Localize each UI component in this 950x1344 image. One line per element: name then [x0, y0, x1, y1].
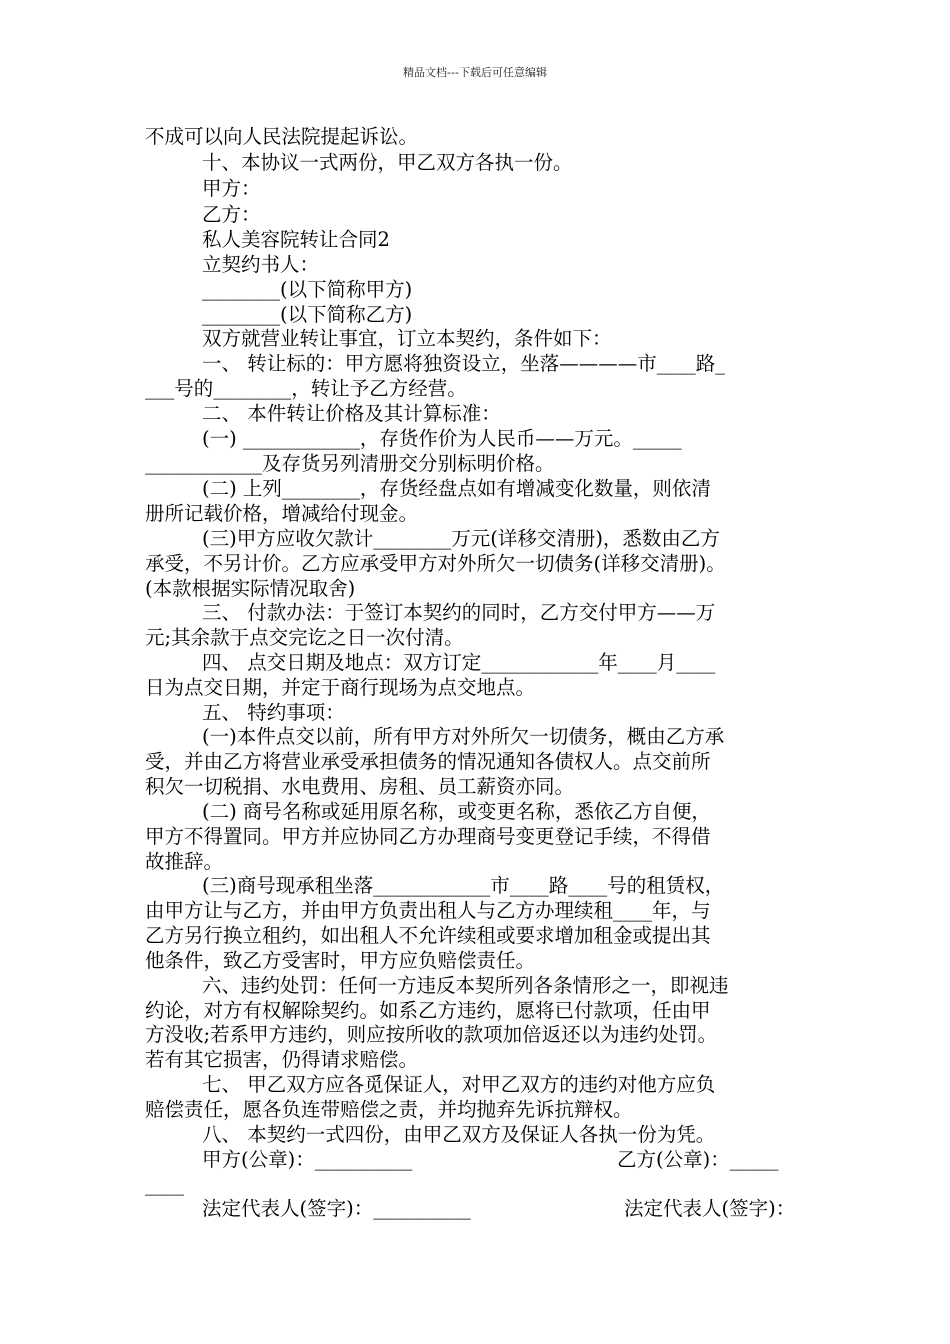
text-line: 赔偿责任，愿各负连带赔偿之责，并均抛弃先诉抗辩权。: [145, 1098, 633, 1121]
text-line: ___号的________，转让予乙方经营。: [145, 377, 467, 400]
text-line: 积欠一切税捐、水电费用、房租、员工薪资亦同。: [145, 775, 575, 798]
text-line: (三)商号现承租坐落____________市____路____号的租赁权，: [202, 874, 725, 897]
text-line: (二) 商号名称或延用原名称，或变更名称，悉依乙方自便，: [202, 800, 711, 823]
text-line: 不成可以向人民法院提起诉讼。: [145, 125, 419, 148]
text-line: 一、 转让标的：甲方愿将独资设立，坐落————市____路_: [202, 352, 725, 375]
text-line: 双方就营业转让事宜，订立本契约，条件如下：: [202, 327, 612, 350]
text-line: ____________及存货另列清册交分别标明价格。: [145, 452, 555, 475]
text-line: 六、违约处罚：任何一方违反本契所列各条情形之一，即视违: [202, 974, 729, 997]
text-line: 五、 特约事项：: [202, 701, 345, 724]
text-line: 他条件，致乙方受害时，甲方应负赔偿责任。: [145, 949, 536, 972]
signature-party-b-rep: 法定代表人(签字)：: [624, 1197, 796, 1220]
section-title: 私人美容院转让合同2: [202, 228, 390, 251]
text-line: ________(以下简称乙方): [202, 303, 413, 326]
text-line: 由甲方让与乙方，并由甲方负责出租人与乙方办理续租____年，与: [145, 899, 711, 922]
text-line: 日为点交日期，并定于商行现场为点交地点。: [145, 676, 536, 699]
signature-party-a-seal: 甲方(公章)：__________: [202, 1148, 413, 1171]
text-line: 约论，对方有权解除契约。如系乙方违约，愿将已付款项，任由甲: [145, 999, 711, 1022]
text-line: ____: [145, 1173, 184, 1196]
text-line: 乙方：: [202, 203, 261, 226]
text-line: 三、 付款办法：于签订本契约的同时，乙方交付甲方——万: [202, 601, 716, 624]
page-header: 精品文档---下载后可任意编辑: [403, 66, 547, 79]
text-line: (三)甲方应收欠款计________万元(详移交清册)，悉数由乙方: [202, 527, 720, 550]
text-line: (一) ____________，存货作价为人民币——万元。_____: [202, 427, 682, 450]
text-line: 四、 点交日期及地点：双方订定____________年____月____: [202, 651, 716, 674]
text-line: 方没收;若系甲方违约，则应按所收的款项加倍返还以为违约处罚。: [145, 1023, 718, 1046]
text-line: 十、本协议一式两份，甲乙双方各执一份。: [202, 151, 573, 174]
text-line: 元;其余款于点交完讫之日一次付清。: [145, 626, 464, 649]
text-line: 甲方：: [202, 177, 261, 200]
text-line: (二) 上列________，存货经盘点如有增减变化数量，则依清: [202, 477, 711, 500]
text-line: 若有其它损害，仍得请求赔偿。: [145, 1048, 419, 1071]
text-line: (本款根据实际情况取舍): [145, 577, 356, 600]
text-line: 甲方不得置同。甲方并应协同乙方办理商号变更登记手续，不得借: [145, 825, 711, 848]
signature-party-b-seal: 乙方(公章)：_____: [617, 1148, 779, 1171]
text-line: 承受，不另计价。乙方应承受甲方对外所欠一切债务(详移交清册)。: [145, 552, 726, 575]
text-line: 受，并由乙方将营业承受承担债务的情况通知各债权人。点交前所: [145, 750, 711, 773]
text-line: 故推辞。: [145, 850, 224, 873]
signature-party-a-rep: 法定代表人(签字)：__________: [202, 1197, 471, 1220]
text-line: 二、 本件转让价格及其计算标准：: [202, 402, 501, 425]
text-line: 立契约书人：: [202, 253, 320, 276]
text-line: 乙方另行换立租约，如出租人不允许续租或要求增加租金或提出其: [145, 924, 711, 947]
text-line: ________(以下简称甲方): [202, 278, 413, 301]
text-line: (一)本件点交以前，所有甲方对外所欠一切债务，概由乙方承: [202, 725, 725, 748]
text-line: 册所记载价格，增减给付现金。: [145, 502, 419, 525]
text-line: 七、 甲乙双方应各觅保证人，对甲乙双方的违约对他方应负: [202, 1073, 716, 1096]
text-line: 八、 本契约一式四份，由甲乙双方及保证人各执一份为凭。: [202, 1123, 716, 1146]
